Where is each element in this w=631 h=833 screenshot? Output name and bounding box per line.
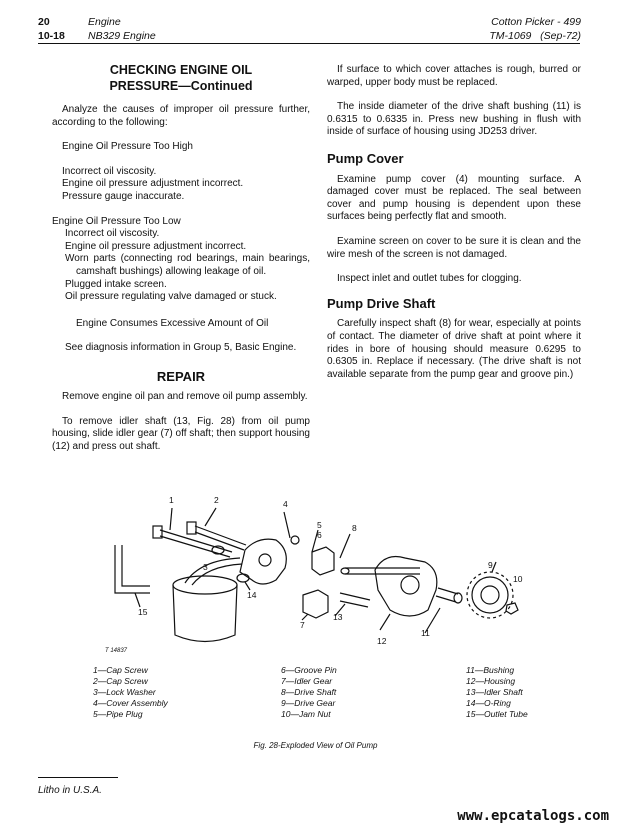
left-column [52, 62, 310, 453]
callout-8: 8 [352, 523, 357, 533]
header-rule [38, 43, 580, 44]
repair-paragraph-2: To remove idler shaft (13, Fig. 28) from oil pump housing, slide idler gear (7) off shaft; then support housing (12) and press out shaft. [52, 415, 310, 452]
right-paragraph-3: Examine pump cover (4) mounting surface. A damaged cover must be replaced. The seal between cover and pump housing is dependent upon these surfaces being perfectly flat and smooth. [327, 173, 581, 223]
manual-number: TM-1069 (Sep-72) [489, 30, 581, 42]
callout-7: 7 [300, 620, 305, 630]
legend-item: 11—Bushing [466, 665, 515, 675]
group-title: NB329 Engine [88, 30, 156, 42]
watermark: www.epcatalogs.com [457, 808, 609, 824]
figure-caption: Fig. 28-Exploded View of Oil Pump [253, 741, 378, 750]
too-high-item: Engine oil pressure adjustment incorrect. [62, 178, 244, 190]
exploded-oil-pump-figure [0, 490, 631, 660]
callout-1: 1 [169, 495, 174, 505]
legend-item: 15—Outlet Tube [466, 709, 528, 719]
cover-assembly-shape [240, 539, 286, 584]
too-high-title: Engine Oil Pressure Too High [62, 141, 193, 153]
callout-13: 13 [333, 612, 343, 622]
consumes-title: Engine Consumes Excessive Amount of Oil [76, 317, 269, 329]
section-title: Engine [88, 16, 121, 28]
callout-3: 3 [203, 562, 208, 572]
callout-9: 9 [488, 560, 493, 570]
litho-note: Litho in U.S.A. [38, 785, 102, 796]
legend-column-1 [93, 665, 168, 720]
page-number: 20 [38, 16, 50, 28]
legend-item: 13—Idler Shaft [466, 687, 523, 697]
right-paragraph-5: Inspect inlet and outlet tubes for clogging. [337, 273, 522, 285]
legend-column-3 [466, 665, 528, 720]
legend-item: 3—Lock Washer [93, 687, 156, 697]
callout-11: 11 [421, 628, 430, 638]
legend-item: 2—Cap Screw [93, 676, 148, 686]
too-low-item: Oil pressure regulating valve damaged or stuck. [65, 291, 277, 303]
repair-heading: REPAIR [156, 368, 206, 384]
callout-5: 5 [317, 520, 322, 530]
legend-item: 1—Cap Screw [93, 665, 148, 675]
too-low-item: Worn parts (connecting rod bearings, main bearings, camshaft bushings) allowing leakage of oil. [65, 253, 310, 277]
diagnosis-paragraph: See diagnosis information in Group 5, Basic Engine. [65, 342, 297, 354]
legend-item: 8—Drive Shaft [281, 687, 337, 697]
callout-2: 2 [214, 495, 219, 505]
idler-gear-shape [303, 590, 328, 618]
legend-item: 5—Pipe Plug [93, 709, 143, 719]
legend-item: 4—Cover Assembly [93, 698, 168, 708]
right-paragraph-2: The inside diameter of the drive shaft bushing (11) is 0.6315 to 0.6335 in. Press new bushing in flush with inside of surface of housing using JD253 driver. [327, 101, 581, 138]
callout-4: 4 [283, 499, 288, 509]
right-paragraph-1: If surface to which cover attaches is rough, burred or warped, upper body must be replaced. [327, 64, 581, 88]
too-high-item: Incorrect oil viscosity. [62, 165, 157, 177]
machine-title: Cotton Picker - 499 [491, 16, 581, 28]
right-paragraph-4: Examine screen on cover to be sure it is clean and the wire mesh of the screen is not damaged. [327, 235, 581, 260]
legend-item: 6—Groove Pin [281, 665, 337, 675]
drive-shaft-heading: Pump Drive Shaft [327, 295, 436, 311]
right-paragraph-6: Carefully inspect shaft (8) for wear, especially at points of contact. The diameter of drive shaft at point where it rides in bore of housing should measure 0.6295 to 0.6305 in. Replace if necessary. (The drive shaft is not available separate from the pump gear and groove pin.) [327, 318, 581, 380]
oil-pump-drawing [0, 490, 631, 660]
too-high-item: Pressure gauge inaccurate. [62, 190, 185, 202]
too-low-title: Engine Oil Pressure Too Low [52, 215, 181, 227]
pump-cover-heading: Pump Cover [327, 150, 404, 166]
too-low-item: Incorrect oil viscosity. [65, 228, 160, 240]
too-low-item: Engine oil pressure adjustment incorrect. [65, 240, 247, 252]
legend-item: 9—Drive Gear [281, 698, 336, 708]
housing-shape [375, 557, 437, 617]
legend-item: 7—Idler Gear [281, 676, 333, 686]
footer-rule [38, 777, 118, 778]
callout-12: 12 [377, 636, 387, 646]
right-column [327, 64, 581, 381]
drive-gear-shape [472, 577, 508, 613]
legend-column-2 [281, 665, 337, 720]
legend-item: 10—Jam Nut [281, 709, 331, 719]
callout-15: 15 [138, 607, 148, 617]
callout-10: 10 [513, 574, 523, 584]
heading-checking-oil-1: CHECKING ENGINE OIL [109, 63, 253, 77]
legend-item: 14—O-Ring [466, 698, 511, 708]
figure-reference-number: T 14837 [105, 648, 128, 654]
callout-6: 6 [317, 530, 322, 540]
jam-nut-shape [506, 603, 518, 614]
too-low-item: Plugged intake screen. [65, 278, 167, 290]
callout-14: 14 [247, 590, 257, 600]
legend-item: 12—Housing [466, 676, 516, 686]
group-number: 10-18 [38, 30, 65, 42]
repair-paragraph-1: Remove engine oil pan and remove oil pump assembly. [62, 390, 308, 402]
intro-paragraph: Analyze the causes of improper oil pressure further, according to the following: [52, 104, 310, 128]
heading-checking-oil-2: PRESSURE—Continued [109, 79, 253, 93]
